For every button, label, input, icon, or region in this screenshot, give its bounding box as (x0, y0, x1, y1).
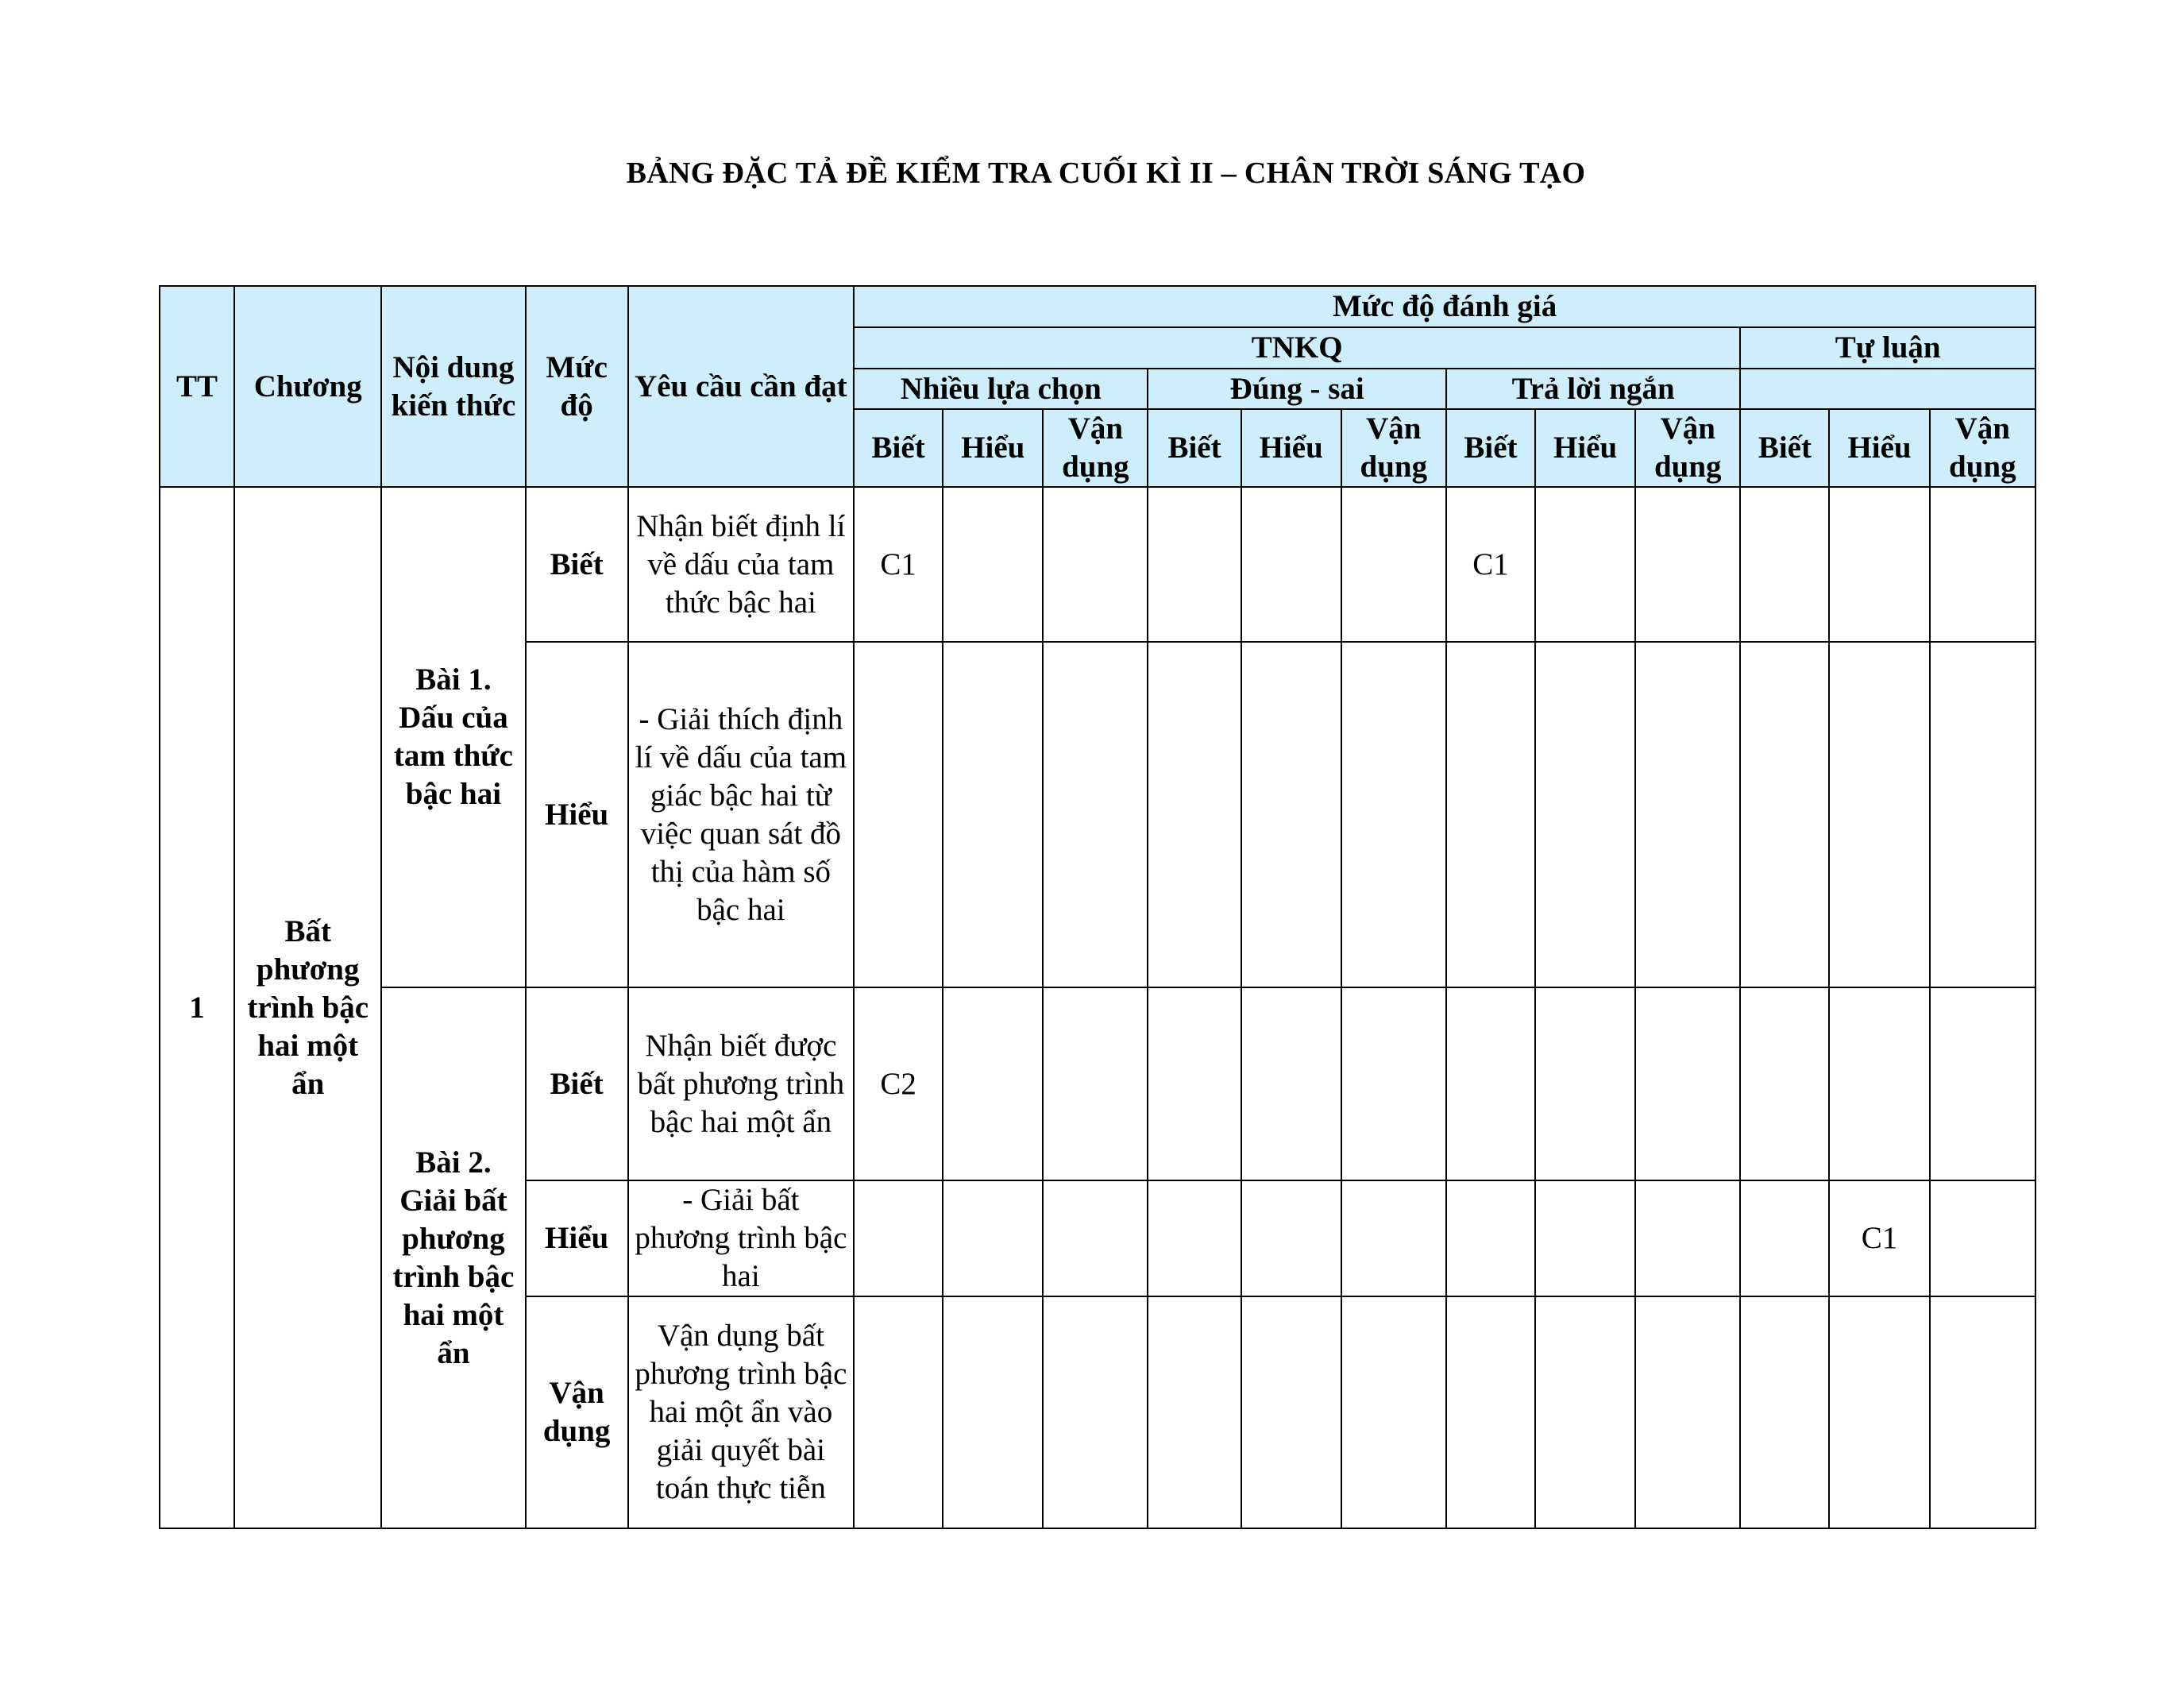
table-row (160, 487, 2035, 642)
table-cell (1829, 487, 1929, 642)
cell-level: Biết (526, 487, 628, 642)
col-header-yeu-cau: Yêu cầu cần đạt (628, 286, 854, 487)
table-row (160, 987, 2035, 1180)
table-cell (1740, 487, 1829, 642)
table-cell (1635, 1180, 1740, 1296)
table-cell (1241, 1296, 1341, 1528)
col-header-tra-loi-ngan: Trả lời ngắn (1446, 369, 1740, 409)
col-header-tu-luan-blank (1740, 369, 2035, 409)
level-header: Vận dụng (1930, 409, 2035, 487)
page-title: BẢNG ĐẶC TẢ ĐỀ KIỂM TRA CUỐI KÌ II – CHÂN TRỜI SÁNG TẠO (626, 156, 1586, 190)
table-cell (1043, 1180, 1148, 1296)
table-cell (1635, 987, 1740, 1180)
level-header: Hiểu (1535, 409, 1635, 487)
table-cell (1535, 642, 1635, 987)
table-cell (1241, 487, 1341, 642)
table-cell (1930, 487, 2035, 642)
table-cell (1740, 1180, 1829, 1296)
table-cell: C1 (1829, 1180, 1929, 1296)
table-cell (1446, 1296, 1535, 1528)
table-cell (943, 487, 1043, 642)
level-header: Biết (1740, 409, 1829, 487)
table-cell (1148, 987, 1241, 1180)
table-cell (1341, 987, 1446, 1180)
col-header-nhieu-lua-chon: Nhiều lựa chọn (854, 369, 1148, 409)
table-cell (1446, 642, 1535, 987)
cell-level: Hiểu (526, 642, 628, 987)
table-cell (1241, 642, 1341, 987)
table-cell (1043, 487, 1148, 642)
table-cell (1446, 1180, 1535, 1296)
table-cell (1740, 1296, 1829, 1528)
table-cell (1635, 1296, 1740, 1528)
cell-requirement: Vận dụng bất phương trình bậc hai một ẩn vào giải quyết bài toán thực tiễn (628, 1296, 854, 1528)
table-cell (1341, 642, 1446, 987)
table-cell (854, 1180, 943, 1296)
table-cell (943, 1180, 1043, 1296)
table-cell (1829, 1296, 1929, 1528)
table-cell (1446, 987, 1535, 1180)
table-cell: C1 (854, 487, 943, 642)
table-cell (854, 642, 943, 987)
col-header-muc-do: Mức độ (526, 286, 628, 487)
table-cell (1043, 1296, 1148, 1528)
cell-requirement: Nhận biết định lí về dấu của tam thức bậc hai (628, 487, 854, 642)
table-cell (1535, 487, 1635, 642)
table-cell (1930, 1180, 2035, 1296)
cell-requirement: - Giải thích định lí về dấu của tam giác bậc hai từ việc quan sát đồ thị của hàm số bậc hai (628, 642, 854, 987)
table-cell (1930, 642, 2035, 987)
table-cell (1241, 987, 1341, 1180)
table-cell (943, 642, 1043, 987)
table-cell (1241, 1180, 1341, 1296)
col-header-dung-sai: Đúng - sai (1148, 369, 1445, 409)
cell-tt: 1 (160, 487, 234, 1528)
header-row-1 (160, 286, 2035, 327)
cell-level: Biết (526, 987, 628, 1180)
table-cell (943, 987, 1043, 1180)
col-header-chuong: Chương (234, 286, 381, 487)
level-header: Vận dụng (1635, 409, 1740, 487)
table-cell (1535, 1180, 1635, 1296)
table-cell (1829, 642, 1929, 987)
table-cell: C1 (1446, 487, 1535, 642)
level-header: Biết (854, 409, 943, 487)
table-cell (1829, 987, 1929, 1180)
cell-lesson: Bài 1. Dấu của tam thức bậc hai (381, 487, 525, 987)
table-cell (1341, 1180, 1446, 1296)
table-cell (1535, 987, 1635, 1180)
table-cell (1341, 1296, 1446, 1528)
table-cell (1930, 987, 2035, 1180)
col-header-tnkq: TNKQ (854, 327, 1740, 369)
table-cell (854, 1296, 943, 1528)
level-header: Hiểu (1241, 409, 1341, 487)
table-cell (1148, 642, 1241, 987)
table-cell (1043, 987, 1148, 1180)
cell-requirement: Nhận biết được bất phương trình bậc hai một ẩn (628, 987, 854, 1180)
table-cell (1635, 642, 1740, 987)
cell-level: Hiểu (526, 1180, 628, 1296)
table-cell (1635, 487, 1740, 642)
table-cell (1930, 1296, 2035, 1528)
cell-level: Vận dụng (526, 1296, 628, 1528)
col-header-tt: TT (160, 286, 234, 487)
cell-chuong: Bất phương trình bậc hai một ẩn (234, 487, 381, 1528)
table-cell (1535, 1296, 1635, 1528)
specification-table (159, 285, 2036, 1529)
level-header: Vận dụng (1043, 409, 1148, 487)
table-cell (1148, 487, 1241, 642)
col-header-tu-luan: Tự luận (1740, 327, 2035, 369)
level-header: Vận dụng (1341, 409, 1446, 487)
table-cell (1148, 1296, 1241, 1528)
level-header: Biết (1446, 409, 1535, 487)
table-cell (1148, 1180, 1241, 1296)
table-cell (1341, 487, 1446, 642)
level-header: Biết (1148, 409, 1241, 487)
level-header: Hiểu (1829, 409, 1929, 487)
col-header-muc-do-danh-gia: Mức độ đánh giá (854, 286, 2035, 327)
level-header: Hiểu (943, 409, 1043, 487)
col-header-noi-dung: Nội dung kiến thức (381, 286, 525, 487)
table-cell (943, 1296, 1043, 1528)
table-cell (1740, 987, 1829, 1180)
table-cell (1740, 642, 1829, 987)
table-cell (1043, 642, 1148, 987)
table-cell: C2 (854, 987, 943, 1180)
cell-lesson: Bài 2. Giải bất phương trình bậc hai một ẩn (381, 987, 525, 1528)
cell-requirement: - Giải bất phương trình bậc hai (628, 1180, 854, 1296)
